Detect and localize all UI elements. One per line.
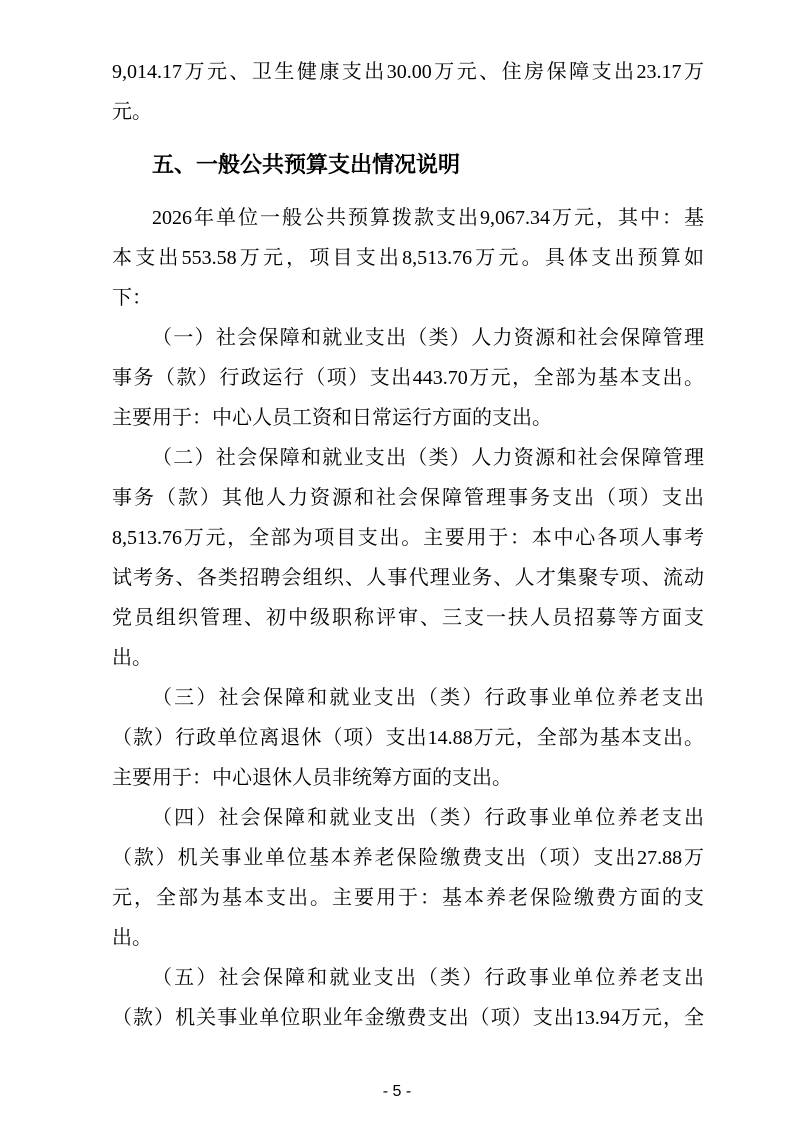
text-line: 出。 [112,927,152,949]
text-line: 元，全部为基本支出。主要用于：基本养老保险缴费方面的支 [112,887,704,909]
text-line: （四）社会保障和就业支出（类）行政事业单位养老支出 [152,807,704,829]
text-line: （五）社会保障和就业支出（类）行政事业单位养老支出 [152,967,704,989]
text-line: 下： [112,287,152,309]
text-line: （一）社会保障和就业支出（类）人力资源和社会保障管理 [152,327,704,349]
text-line: （三）社会保障和就业支出（类）行政事业单位养老支出 [152,687,704,709]
text-line: （款）机关事业单位职业年金缴费支出（项）支出13.94万元，全 [112,1007,704,1029]
text-line: （款）行政单位离退休（项）支出14.88万元，全部为基本支出。 [112,727,704,749]
paragraph-item-4 [112,798,704,958]
text-line: 事务（款）行政运行（项）支出443.70万元，全部为基本支出。 [112,367,704,389]
text-line: 党员组织管理、初中级职称评审、三支一扶人员招募等方面支 [112,607,704,629]
text-line: 本支出553.58万元，项目支出8,513.76万元。具体支出预算如 [112,247,704,269]
page-number: - 5 - [382,1083,412,1100]
paragraph-item-5 [112,958,704,1038]
text-line: 元。 [112,101,152,123]
text-line: 出。 [112,647,152,669]
page-footer [0,1080,794,1104]
text-line: 2026年单位一般公共预算拨款支出9,067.34万元，其中：基 [152,207,704,229]
paragraph-item-1 [112,318,704,438]
text-line: （二）社会保障和就业支出（类）人力资源和社会保障管理 [152,447,704,469]
text-line: 9,014.17万元、卫生健康支出30.00万元、住房保障支出23.17万 [112,61,704,83]
text-line: 试考务、各类招聘会组织、人事代理业务、人才集聚专项、流动 [112,567,704,589]
paragraph-item-2 [112,438,704,678]
text-line: 主要用于：中心人员工资和日常运行方面的支出。 [112,407,552,429]
text-line: 8,513.76万元，全部为项目支出。主要用于：本中心各项人事考 [112,527,704,549]
paragraph-item-3 [112,678,704,798]
text-line: 事务（款）其他人力资源和社会保障管理事务支出（项）支出 [112,487,704,509]
section-heading: 五、一般公共预算支出情况说明 [152,152,461,177]
text-line: （款）机关事业单位基本养老保险缴费支出（项）支出27.88万 [112,847,704,869]
paragraph-budget-summary [112,198,704,318]
paragraph-continuation [112,52,704,132]
text-line: 主要用于：中心退休人员非统筹方面的支出。 [112,767,512,789]
